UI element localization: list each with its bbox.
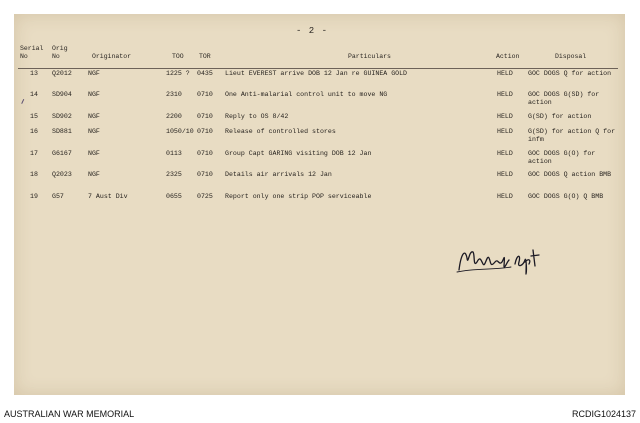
originator-cell: NGF (88, 91, 100, 98)
tor-cell: 0435 (197, 70, 213, 77)
orig-no-cell: SD881 (52, 128, 72, 135)
particulars-cell: Reply to OS 8/42 (225, 113, 289, 120)
originator-cell: NGF (88, 128, 100, 135)
orig-no-cell: Q2023 (52, 171, 72, 178)
too-cell: 2325 (166, 171, 182, 178)
serial-cell: 15 (30, 113, 38, 120)
table-row (0, 91, 640, 111)
particulars-cell: Report only one strip POP serviceable (225, 193, 372, 200)
originator-cell: NGF (88, 171, 100, 178)
serial-cell: 14 (30, 91, 38, 98)
disposal-cell: GOC DOGS G(SD) for action (528, 91, 600, 107)
table-row (0, 128, 640, 148)
table-row (0, 150, 640, 170)
header-rule (18, 68, 618, 69)
particulars-cell: Lieut EVEREST arrive DOB 12 Jan re GUINEA GOLD (225, 70, 408, 77)
tor-cell: 0710 (197, 91, 213, 98)
header-orig-no: Orig No (52, 45, 68, 60)
disposal-cell: GOC DOGS Q action BMB (528, 171, 612, 178)
too-cell: 2200 (166, 113, 182, 120)
disposal-cell: GOC DOGS Q for action (528, 70, 612, 77)
too-cell: 1225 ? (166, 70, 190, 77)
disposal-cell: GOC DOGS G(O) Q BMB (528, 193, 604, 200)
tor-cell: 0710 (197, 113, 213, 120)
too-cell: 1050/10 (166, 128, 194, 135)
tor-cell: 0710 (197, 128, 213, 135)
originator-cell: NGF (88, 113, 100, 120)
particulars-cell: One Anti-malarial control unit to move NG (225, 91, 388, 98)
header-serial: Serial No (20, 45, 44, 60)
table-row (0, 171, 640, 191)
table-row (0, 70, 640, 90)
originator-cell: NGF (88, 150, 100, 157)
particulars-cell: Release of controlled stores (225, 128, 336, 135)
tor-cell: 0725 (197, 193, 213, 200)
orig-no-cell: G6167 (52, 150, 72, 157)
disposal-cell: GOC DOGS G(O) for action (528, 150, 596, 166)
action-cell: HELD (497, 171, 513, 178)
header-too: TOO (172, 53, 184, 60)
action-cell: HELD (497, 128, 513, 135)
footer-record-id: RCDIG1024137 (571, 409, 636, 419)
orig-no-cell: Q2012 (52, 70, 72, 77)
action-cell: HELD (497, 150, 513, 157)
action-cell: HELD (497, 193, 513, 200)
header-action: Action (496, 53, 520, 60)
table-row (0, 193, 640, 213)
serial-cell: 19 (30, 193, 38, 200)
handwritten-signature (455, 240, 545, 280)
tor-cell: 0710 (197, 171, 213, 178)
header-tor: TOR (199, 53, 211, 60)
serial-cell: 18 (30, 171, 38, 178)
particulars-cell: Details air arrivals 12 Jan (225, 171, 332, 178)
header-particulars: Particulars (348, 53, 391, 60)
footer-institution: AUSTRALIAN WAR MEMORIAL (4, 409, 135, 419)
disposal-cell: G(SD) for action (528, 113, 592, 120)
orig-no-cell: G57 (52, 193, 64, 200)
serial-cell: 16 (30, 128, 38, 135)
orig-no-cell: SD902 (52, 113, 72, 120)
serial-cell: 13 (30, 70, 38, 77)
header-disposal: Disposal (555, 53, 587, 60)
serial-cell: 17 (30, 150, 38, 157)
tor-cell: 0710 (197, 150, 213, 157)
header-originator: Originator (92, 53, 132, 60)
action-cell: HELD (497, 91, 513, 98)
too-cell: 2310 (166, 91, 182, 98)
action-cell: HELD (497, 70, 513, 77)
too-cell: 0655 (166, 193, 182, 200)
disposal-cell: G(SD) for action Q for infm (528, 128, 616, 144)
too-cell: 0113 (166, 150, 182, 157)
orig-no-cell: SD904 (52, 91, 72, 98)
originator-cell: 7 Aust Div (88, 193, 128, 200)
particulars-cell: Group Capt GARING visiting DOB 12 Jan (225, 150, 372, 157)
page-number: - 2 - (296, 26, 329, 36)
originator-cell: NGF (88, 70, 100, 77)
action-cell: HELD (497, 113, 513, 120)
